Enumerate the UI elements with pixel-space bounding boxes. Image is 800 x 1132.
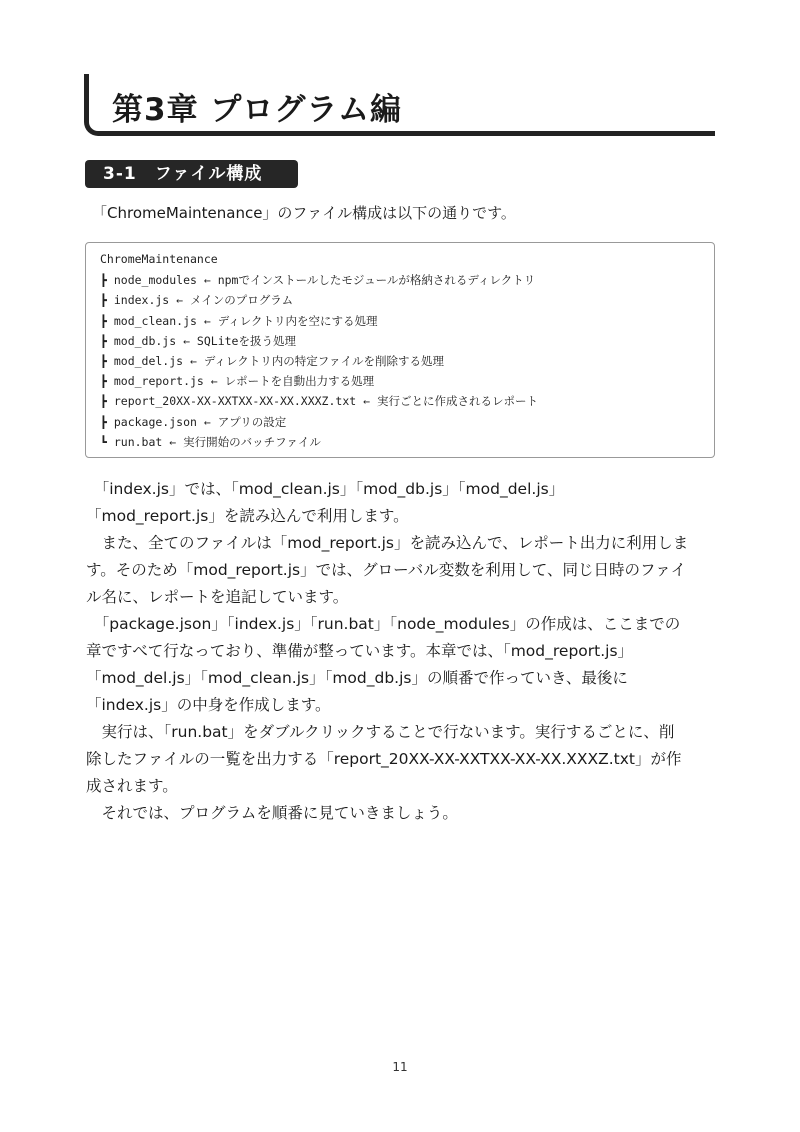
body-text-line: 成されます。 — [86, 777, 178, 795]
body-text-line: 「index.js」の中身を作成します。 — [86, 696, 331, 714]
code-line: ChromeMaintenance — [100, 252, 218, 266]
chapter-title: 第3章 プログラム編 — [112, 92, 403, 128]
code-line: ┗ run.bat ← 実行開始のバッチファイル — [100, 434, 321, 449]
body-text-line: 章ですべて行なっており、準備が整っています。本章では、「mod_report.js」 — [86, 642, 634, 660]
body-text-line: す。そのため「mod_report.js」では、グローバル変数を利用して、同じ日時のファイ — [86, 561, 687, 579]
body-text-line: 「index.js」では、「mod_clean.js」「mod_db.js」「mod_del.js」 — [86, 480, 565, 498]
body-text-line: 「package.json」「index.js」「run.bat」「node_modules」の作成は、ここまでの — [86, 615, 681, 633]
section-heading: 3-1 ファイル構成 — [85, 160, 298, 188]
code-line: ┣ mod_db.js ← SQLiteを扱う処理 — [100, 333, 296, 348]
body-text-line: ル名に、レポートを追記しています。 — [86, 588, 349, 606]
body-text-line: また、全てのファイルは「mod_report.js」を読み込んで、レポート出力に利用しま — [86, 534, 689, 552]
code-line: ┣ mod_del.js ← ディレクトリ内の特定ファイルを削除する処理 — [100, 354, 444, 368]
code-line: ┣ report_20XX-XX-XXTXX-XX-XX.XXXZ.txt ← 実行ごとに作成されるレポート — [100, 394, 538, 409]
intro-text: 「ChromeMaintenance」のファイル構成は以下の通りです。 — [92, 204, 516, 222]
code-line: ┣ mod_clean.js ← ディレクトリ内を空にする処理 — [100, 313, 378, 328]
code-line: ┣ mod_report.js ← レポートを自動出力する処理 — [100, 374, 375, 389]
code-line: ┣ package.json ← アプリの設定 — [100, 414, 287, 429]
body-text-line: 除したファイルの一覧を出力する「report_20XX-XX-XXTXX-XX-XX.XXXZ.txt」が作 — [86, 750, 682, 768]
code-line: ┣ node_modules ← npmでインストールしたモジュールが格納されるディレクトリ — [100, 273, 536, 288]
body-text-line: 「mod_del.js」「mod_clean.js」「mod_db.js」の順番で作っていき、最後に — [86, 669, 628, 687]
page-number: 11 — [392, 1060, 408, 1074]
body-text-line: 「mod_report.js」を読み込んで利用します。 — [86, 507, 409, 525]
body-text-line: 実行は、「run.bat」をダブルクリックすることで行ないます。実行するごとに、削 — [86, 723, 675, 741]
code-line: ┣ index.js ← メインのプログラム — [100, 293, 294, 308]
body-text-line: それでは、プログラムを順番に見ていきましょう。 — [86, 804, 458, 822]
